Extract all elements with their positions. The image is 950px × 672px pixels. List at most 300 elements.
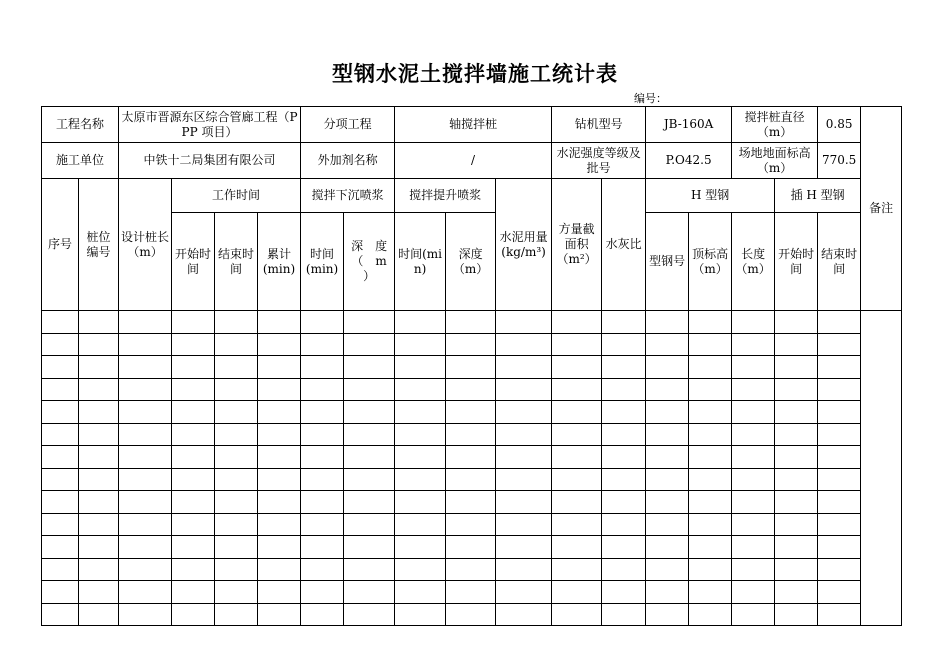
project-name-label: 工程名称 [42,107,119,143]
table-cell [552,401,602,424]
table-cell [172,603,215,626]
table-cell [395,581,446,604]
table-cell [689,378,732,401]
table-cell [496,356,552,379]
table-cell [646,513,689,536]
table-cell [689,446,732,469]
table-cell [258,468,301,491]
down-depth-header: 深 度（ m ） [344,213,395,311]
table-cell [732,603,775,626]
table-cell [172,356,215,379]
table-cell [215,491,258,514]
table-cell [775,603,818,626]
table-cell [215,401,258,424]
table-cell [79,513,119,536]
table-cell [119,581,172,604]
table-row [42,333,902,356]
table-cell [172,401,215,424]
table-cell [344,446,395,469]
table-row [42,491,902,514]
table-cell [646,491,689,514]
table-cell [552,558,602,581]
additive-value: / [395,143,552,179]
table-cell [119,311,172,334]
table-cell [775,356,818,379]
table-cell [344,558,395,581]
table-cell [301,356,344,379]
table-cell [344,491,395,514]
table-cell [496,401,552,424]
table-cell [172,378,215,401]
table-cell [602,311,646,334]
table-cell [446,536,496,559]
table-cell [818,581,861,604]
table-cell [818,378,861,401]
table-cell [496,536,552,559]
table-cell [258,333,301,356]
table-cell [258,536,301,559]
table-cell [42,468,79,491]
table-cell [395,558,446,581]
table-cell [79,581,119,604]
table-cell [818,356,861,379]
table-cell [552,603,602,626]
table-cell [446,356,496,379]
table-cell [775,423,818,446]
table-cell [552,491,602,514]
table-cell [258,356,301,379]
table-cell [552,468,602,491]
table-cell [552,378,602,401]
table-cell [344,468,395,491]
table-cell [42,401,79,424]
remarks-header: 备注 [861,107,902,311]
sub-project-value: 轴搅拌桩 [395,107,552,143]
table-cell [42,311,79,334]
length-header: 长度（m） [732,213,775,311]
table-cell [301,468,344,491]
table-cell [172,423,215,446]
table-cell [215,558,258,581]
table-cell [689,491,732,514]
table-cell [395,536,446,559]
table-cell [496,446,552,469]
unit-label: 施工单位 [42,143,119,179]
table-cell [602,581,646,604]
table-row [42,581,902,604]
table-cell [119,356,172,379]
pile-no-header: 桩位编号 [79,179,119,311]
table-cell [496,333,552,356]
table-cell [119,333,172,356]
table-cell [119,446,172,469]
table-cell [689,513,732,536]
table-cell [732,446,775,469]
table-cell [775,446,818,469]
table-cell [552,356,602,379]
table-cell [818,603,861,626]
table-cell [172,513,215,536]
table-cell [775,536,818,559]
table-cell [732,333,775,356]
table-cell [496,558,552,581]
table-cell [344,513,395,536]
sub-project-label: 分项工程 [301,107,395,143]
down-time-header: 时间(min) [301,213,344,311]
table-cell [79,423,119,446]
table-cell [215,423,258,446]
table-row [42,446,902,469]
up-spray-header: 搅拌提升喷浆 [395,179,496,213]
table-cell [552,423,602,446]
table-cell [258,311,301,334]
table-cell [446,468,496,491]
table-row [42,401,902,424]
table-cell [446,581,496,604]
table-cell [215,356,258,379]
table-cell [775,491,818,514]
top-elev-header: 顶标高（m） [689,213,732,311]
work-end-header: 结束时间 [215,213,258,311]
table-cell [119,513,172,536]
table-cell [646,536,689,559]
table-cell [732,423,775,446]
table-cell [496,378,552,401]
table-cell [552,446,602,469]
table-cell [215,378,258,401]
remarks-cell [861,311,902,626]
table-cell [496,423,552,446]
table-cell [446,423,496,446]
table-cell [301,333,344,356]
rig-model-label: 钻机型号 [552,107,646,143]
table-cell [79,356,119,379]
table-cell [79,333,119,356]
table-cell [775,468,818,491]
table-cell [42,491,79,514]
table-cell [689,356,732,379]
table-cell [496,491,552,514]
table-cell [395,311,446,334]
project-name-value: 太原市晋源东区综合管廊工程（PPP 项目） [119,107,301,143]
table-cell [602,491,646,514]
table-cell [446,558,496,581]
table-cell [689,423,732,446]
table-cell [344,333,395,356]
table-cell [79,446,119,469]
table-cell [818,333,861,356]
rig-model-value: JB-160A [646,107,732,143]
table-cell [732,581,775,604]
table-cell [172,446,215,469]
table-cell [732,536,775,559]
table-cell [818,536,861,559]
table-cell [301,558,344,581]
table-cell [446,378,496,401]
wc-ratio-header: 水灰比 [602,179,646,311]
table-cell [395,468,446,491]
table-row [42,468,902,491]
table-cell [395,401,446,424]
table-cell [818,468,861,491]
section-area-header: 方量截面积（m²） [552,179,602,311]
table-cell [775,311,818,334]
table-cell [79,401,119,424]
cement-grade-label: 水泥强度等级及批号 [552,143,646,179]
table-cell [215,446,258,469]
table-cell [258,491,301,514]
table-cell [42,558,79,581]
table-row [42,603,902,626]
table-cell [301,423,344,446]
info-row-2 [42,143,902,179]
table-cell [552,513,602,536]
table-cell [602,536,646,559]
table-cell [775,513,818,536]
table-cell [732,468,775,491]
table-cell [42,446,79,469]
table-cell [496,513,552,536]
table-cell [602,378,646,401]
table-cell [119,491,172,514]
table-cell [119,401,172,424]
table-cell [119,536,172,559]
work-start-header: 开始时间 [172,213,215,311]
table-cell [818,446,861,469]
table-cell [258,401,301,424]
table-cell [732,356,775,379]
table-cell [215,581,258,604]
insert-end-header: 结束时间 [818,213,861,311]
table-cell [119,378,172,401]
table-cell [496,311,552,334]
table-cell [301,446,344,469]
table-cell [552,536,602,559]
table-cell [395,378,446,401]
header-row-1 [42,179,902,213]
table-cell [258,513,301,536]
table-cell [818,311,861,334]
table-cell [689,558,732,581]
table-cell [732,491,775,514]
table-cell [689,581,732,604]
table-cell [646,558,689,581]
table-cell [79,603,119,626]
table-cell [258,446,301,469]
table-row [42,558,902,581]
table-cell [818,558,861,581]
table-row [42,311,902,334]
table-cell [646,378,689,401]
table-cell [646,446,689,469]
table-cell [42,536,79,559]
table-cell [689,536,732,559]
table-cell [119,468,172,491]
table-cell [552,333,602,356]
table-cell [446,513,496,536]
up-time-header: 时间(min) [395,213,446,311]
table-cell [119,603,172,626]
work-total-header: 累计(min) [258,213,301,311]
page-title: 型钢水泥土搅拌墙施工统计表 [332,61,618,86]
table-cell [215,536,258,559]
table-cell [79,536,119,559]
table-cell [689,401,732,424]
table-cell [42,333,79,356]
table-cell [215,603,258,626]
additive-label: 外加剂名称 [301,143,395,179]
table-cell [172,536,215,559]
table-row [42,378,902,401]
table-cell [79,558,119,581]
table-cell [775,333,818,356]
table-cell [818,423,861,446]
table-cell [689,603,732,626]
table-cell [215,333,258,356]
table-cell [496,468,552,491]
table-cell [732,513,775,536]
table-cell [775,401,818,424]
table-cell [79,378,119,401]
table-cell [344,401,395,424]
table-cell [172,558,215,581]
table-cell [258,378,301,401]
table-cell [602,513,646,536]
table-cell [552,581,602,604]
table-cell [301,491,344,514]
table-cell [602,356,646,379]
work-time-header: 工作时间 [172,179,301,213]
table-row [42,513,902,536]
unit-value: 中铁十二局集团有限公司 [119,143,301,179]
ground-elev-value: 770.5 [818,143,861,179]
table-cell [602,468,646,491]
table-cell [79,491,119,514]
table-cell [301,311,344,334]
table-cell [446,401,496,424]
table-cell [732,401,775,424]
table-cell [646,603,689,626]
table-cell [602,603,646,626]
table-cell [552,311,602,334]
table-cell [172,491,215,514]
table-cell [172,581,215,604]
table-cell [344,378,395,401]
table-cell [646,401,689,424]
table-cell [395,356,446,379]
table-row [42,356,902,379]
table-cell [602,401,646,424]
down-spray-header: 搅拌下沉喷浆 [301,179,395,213]
table-cell [344,311,395,334]
table-cell [395,603,446,626]
table-cell [344,423,395,446]
table-cell [496,603,552,626]
steel-no-header: 型钢号 [646,213,689,311]
table-cell [646,423,689,446]
table-cell [42,356,79,379]
table-cell [732,378,775,401]
statistics-table [41,106,902,626]
up-depth-header: 深度（m） [446,213,496,311]
table-cell [119,423,172,446]
table-cell [395,491,446,514]
code-label: 编号： [634,92,667,105]
info-row-1 [42,107,902,143]
table-cell [818,513,861,536]
table-cell [79,311,119,334]
table-cell [258,603,301,626]
table-cell [215,468,258,491]
h-steel-header: H 型钢 [646,179,775,213]
pile-diameter-value: 0.85 [818,107,861,143]
table-cell [689,311,732,334]
cement-grade-value: P.O42.5 [646,143,732,179]
insert-start-header: 开始时间 [775,213,818,311]
table-cell [172,333,215,356]
table-cell [496,581,552,604]
table-cell [602,423,646,446]
insert-h-steel-header: 插 H 型钢 [775,179,861,213]
table-cell [344,603,395,626]
table-cell [42,603,79,626]
table-cell [446,491,496,514]
table-cell [602,446,646,469]
table-cell [119,558,172,581]
table-cell [818,401,861,424]
table-cell [446,333,496,356]
table-cell [395,513,446,536]
table-cell [446,311,496,334]
table-cell [301,401,344,424]
table-cell [42,423,79,446]
table-cell [172,311,215,334]
table-cell [344,536,395,559]
table-cell [732,558,775,581]
table-cell [732,311,775,334]
pile-diameter-label: 搅拌桩直径（m） [732,107,818,143]
table-cell [602,333,646,356]
table-cell [215,513,258,536]
table-row [42,423,902,446]
table-cell [344,356,395,379]
table-cell [301,581,344,604]
table-cell [646,356,689,379]
table-cell [42,378,79,401]
table-cell [258,558,301,581]
table-cell [258,581,301,604]
design-length-header: 设计桩长（m） [119,179,172,311]
seq-header: 序号 [42,179,79,311]
table-cell [818,491,861,514]
table-cell [172,468,215,491]
table-cell [446,446,496,469]
table-cell [395,423,446,446]
table-cell [775,581,818,604]
table-cell [775,558,818,581]
table-cell [301,513,344,536]
table-cell [42,581,79,604]
cement-usage-header: 水泥用量(kg/m³) [496,179,552,311]
table-cell [646,468,689,491]
table-cell [344,581,395,604]
table-cell [301,603,344,626]
table-cell [689,333,732,356]
table-cell [646,581,689,604]
table-cell [79,468,119,491]
table-cell [646,311,689,334]
table-cell [301,378,344,401]
